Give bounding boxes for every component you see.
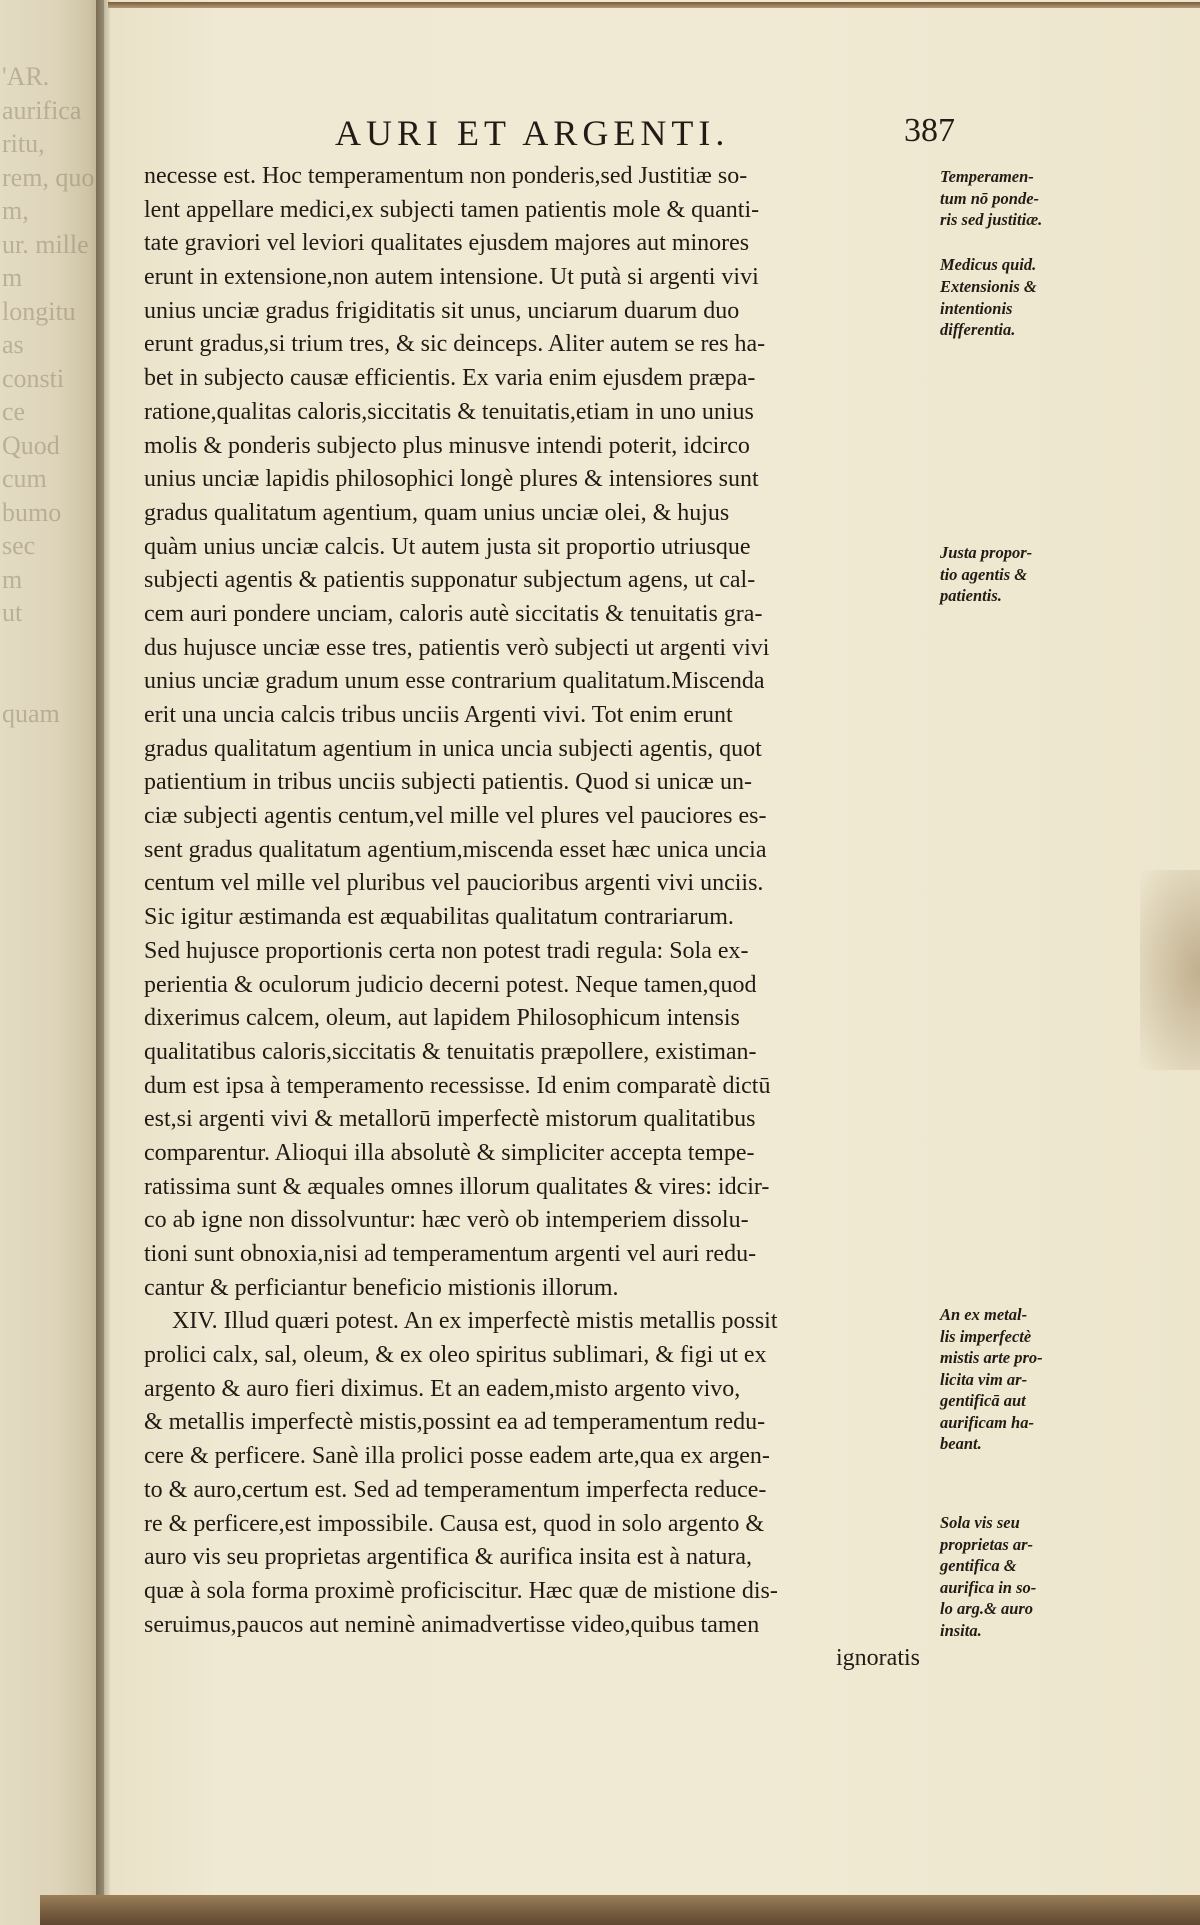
text-line: unius unciæ lapidis philosophici longè plures & intensiores sunt	[144, 466, 759, 493]
text-line: Sed hujusce proportionis certa non potest tradi regula: Sola ex-	[144, 937, 749, 964]
margin-note-line: patientis.	[940, 586, 1002, 605]
page-gutter-shadow	[96, 0, 110, 1925]
text-line: ratissima sunt & æquales omnes illorum qualitates & vires: idcir-	[144, 1173, 770, 1200]
text-line: centum vel mille vel pluribus vel paucioribus argenti vivi unciis.	[144, 870, 764, 897]
previous-page-text-fragment: ritu,	[2, 129, 45, 158]
previous-page-text-fragment: quam	[2, 698, 60, 728]
margin-note	[940, 542, 1090, 607]
margin-note-line: intentionis	[940, 298, 1013, 318]
margin-note-line: Justa propor-	[940, 543, 1033, 562]
previous-page-text-fragment	[2, 1000, 98, 1030]
text-line: gradus qualitatum agentium in unica uncia subjecti agentis, quot	[144, 735, 762, 762]
previous-page-text-fragment: ut	[2, 598, 23, 627]
margin-note-line: Medicus quid.	[940, 255, 1037, 274]
text-line: necesse est. Hoc temperamentum non ponderis,sed Justitiæ so-	[144, 163, 748, 189]
text-line: dum est ipsa à temperamento recessisse. Id enim comparatè dictū	[144, 1072, 771, 1099]
text-line: subjecti agentis & patientis supponatur subjectum agens, ut cal-	[144, 567, 756, 594]
previous-page-text-fragment	[2, 866, 98, 896]
margin-note-line: aurificam ha-	[940, 1412, 1034, 1432]
text-line: ignoratis	[836, 1645, 920, 1672]
previous-page-text-fragment: 'AR.	[2, 62, 50, 91]
margin-note-line: lis imperfectè	[940, 1326, 1032, 1346]
previous-page-text-fragment: cum	[2, 464, 47, 493]
previous-page-text-fragment	[2, 967, 98, 997]
text-line: erunt gradus,si trium tres, & sic deinceps. Aliter autem se res ha-	[144, 331, 766, 358]
text-line: argento & auro fieri diximus. Et an eadem,misto argento vivo,	[144, 1375, 741, 1402]
previous-page-text-fragment	[2, 1101, 98, 1131]
margin-note-line: lo arg.& auro	[940, 1599, 1034, 1618]
text-line: cantur & perficiantur beneficio mistionis illorum.	[144, 1274, 619, 1301]
text-line: ratione,qualitas caloris,siccitatis & tenuitatis,etiam in uno unius	[144, 398, 754, 425]
text-line: sent gradus qualitatum agentium,miscenda esset hæc unica uncia	[144, 836, 767, 863]
previous-page-text-fragment	[2, 632, 98, 662]
page-stain	[1140, 870, 1200, 1070]
margin-note-line: gentifica &	[940, 1556, 1017, 1575]
text-line: XIV. Illud quæri potest. An ex imperfectè mistis metallis possit	[172, 1308, 778, 1335]
text-line: prolici calx, sal, oleum, & ex oleo spiritus sublimari, & figi ut ex	[144, 1342, 767, 1369]
text-line: perientia & oculorum judicio decerni potest. Neque tamen,quod	[144, 971, 757, 998]
previous-page-text-fragment: bumo	[2, 497, 62, 527]
previous-page-text-fragment: m,	[2, 196, 29, 225]
previous-page-text-fragment: consti	[2, 363, 65, 393]
text-line: gradus qualitatum agentium, quam unius unciæ olei, & hujus	[144, 499, 730, 526]
text-line: unius unciæ gradus frigiditatis sit unus, unciarum duarum duo	[144, 297, 740, 324]
text-line: tioni sunt obnoxia,nisi ad temperamentum argenti vel auri redu-	[144, 1241, 757, 1267]
page-number: 387	[904, 112, 955, 149]
text-line: dixerimus calcem, oleum, aut lapidem Philosophicum intensis	[144, 1005, 740, 1032]
previous-page-text-fragment	[2, 766, 98, 796]
margin-note	[940, 1512, 1090, 1641]
text-line: auro vis seu proprietas argentifica & aurifica insita est à natura,	[144, 1544, 752, 1571]
text-line: ciæ subjecti agentis centum,vel mille vel plures vel pauciores es-	[144, 803, 767, 830]
text-line: co ab igne non dissolvuntur: hæc verò ob intemperiem dissolu-	[144, 1207, 749, 1234]
margin-note-line: Extensionis &	[940, 277, 1037, 296]
page-header	[335, 112, 955, 156]
margin-note-line: tio agentis &	[940, 564, 1028, 584]
previous-page-text-fragment: m	[2, 564, 23, 594]
text-line: quàm unius unciæ calcis. Ut autem justa sit proportio utriusque	[144, 533, 751, 560]
previous-page-text-fragment: aurifica	[2, 95, 82, 125]
previous-page-text-fragment	[2, 1168, 98, 1198]
text-line: seruimus,paucos aut neminè animadvertisse video,quibus tamen	[144, 1611, 760, 1638]
margin-note-line: gentificā aut	[940, 1391, 1026, 1410]
previous-page-text-fragment	[2, 799, 98, 829]
text-line: cere & perficere. Sanè illa prolici posse eadem arte,qua ex argen-	[144, 1443, 770, 1470]
previous-page-text-fragment	[2, 833, 98, 863]
text-line: re & perficere,est impossibile. Causa est, quod in solo argento &	[144, 1510, 765, 1537]
previous-page-text-fragment: ur. mille	[2, 229, 89, 259]
text-line: & metallis imperfectè mistis,possint ea ad temperamentum redu-	[144, 1409, 766, 1436]
previous-page-text-fragment	[2, 732, 98, 762]
text-line: cem auri pondere unciam, caloris autè siccitatis & tenuitatis gra-	[144, 600, 763, 627]
margin-note-line: licita vim ar-	[940, 1369, 1028, 1389]
text-line: comparentur. Alioqui illa absolutè & simpliciter accepta tempe-	[144, 1139, 755, 1166]
text-line: erit una uncia calcis tribus unciis Argenti vivi. Tot enim erunt	[144, 702, 733, 728]
text-line: est,si argenti vivi & metallorū imperfectè mistorum qualitatibus	[144, 1106, 756, 1133]
text-line: unius unciæ gradum unum esse contrarium qualitatum.Miscenda	[144, 668, 765, 695]
margin-note-line: differentia.	[940, 320, 1016, 339]
margin-note-line: tum nō ponde-	[940, 188, 1040, 208]
margin-note-line: mistis arte pro-	[940, 1348, 1043, 1367]
margin-note	[940, 166, 1090, 231]
previous-page-text-fragment: rem, quo	[2, 162, 95, 192]
text-line: erunt in extensione,non autem intensione. Ut putà si argenti vivi	[144, 264, 759, 291]
text-line: lent appellare medici,ex subjecti tamen patientis mole & quanti-	[144, 196, 760, 223]
text-line: bet in subjecto causæ efficientis. Ex varia enim ejusdem præpa-	[144, 365, 756, 392]
text-line: to & auro,certum est. Sed ad temperamentum imperfecta reduce-	[144, 1476, 767, 1503]
margin-note-line: Sola vis seu	[940, 1513, 1020, 1532]
margin-note-line: ris sed justitiæ.	[940, 210, 1043, 229]
body-text	[144, 160, 934, 1676]
previous-page-text-fragment: longitu	[2, 296, 76, 326]
text-line: molis & ponderis subjecto plus minusve intendi poterit, idcirco	[144, 432, 750, 459]
previous-page-text-fragment	[2, 900, 98, 930]
page-bottom-edge	[40, 1895, 1200, 1925]
previous-page-text-fragment	[2, 1034, 98, 1064]
margin-note-line: Temperamen-	[940, 167, 1034, 186]
previous-page-text-fragment	[2, 1134, 98, 1164]
page-top-edge	[108, 2, 1200, 8]
previous-page-text-fragment: m	[2, 263, 23, 292]
previous-page-text-fragment	[2, 665, 98, 695]
margin-note-line: insita.	[940, 1620, 982, 1640]
margin-note-line: An ex metal-	[940, 1305, 1028, 1324]
previous-page-text-fragment: Quod	[2, 430, 60, 460]
text-line: patientium in tribus unciis subjecti patientis. Quod si unicæ un-	[144, 769, 752, 796]
previous-page-text-fragment: sec	[2, 531, 36, 560]
margin-note	[940, 276, 1090, 341]
text-line: qualitatibus caloris,siccitatis & tenuitatis præpollere, existiman-	[144, 1038, 757, 1065]
text-line: Sic igitur æstimanda est æquabilitas qualitatum contrariarum.	[144, 904, 734, 931]
margin-note	[940, 254, 1090, 276]
margin-note	[940, 1304, 1090, 1455]
previous-page-text-fragment: as	[2, 330, 24, 359]
margin-note-line: aurifica in so-	[940, 1577, 1037, 1597]
text-line: dus hujusce unciæ esse tres, patientis verò subjecti ut argenti vivi	[144, 634, 770, 661]
text-line: quæ à sola forma proximè proficiscitur. Hæc quæ de mistione dis-	[144, 1577, 778, 1604]
previous-page-text-fragment	[2, 1201, 98, 1231]
margin-note-line: proprietas ar-	[940, 1534, 1034, 1554]
running-title: AURI ET ARGENTI.	[335, 113, 730, 153]
previous-page-edge	[0, 0, 104, 1925]
previous-page-text-fragment: ce	[2, 397, 26, 426]
previous-page-text-fragment	[2, 1067, 98, 1097]
margin-note-line: beant.	[940, 1434, 982, 1453]
text-line: tate graviori vel leviori qualitates ejusdem majores aut minores	[144, 230, 750, 257]
previous-page-text-fragment	[2, 933, 98, 963]
